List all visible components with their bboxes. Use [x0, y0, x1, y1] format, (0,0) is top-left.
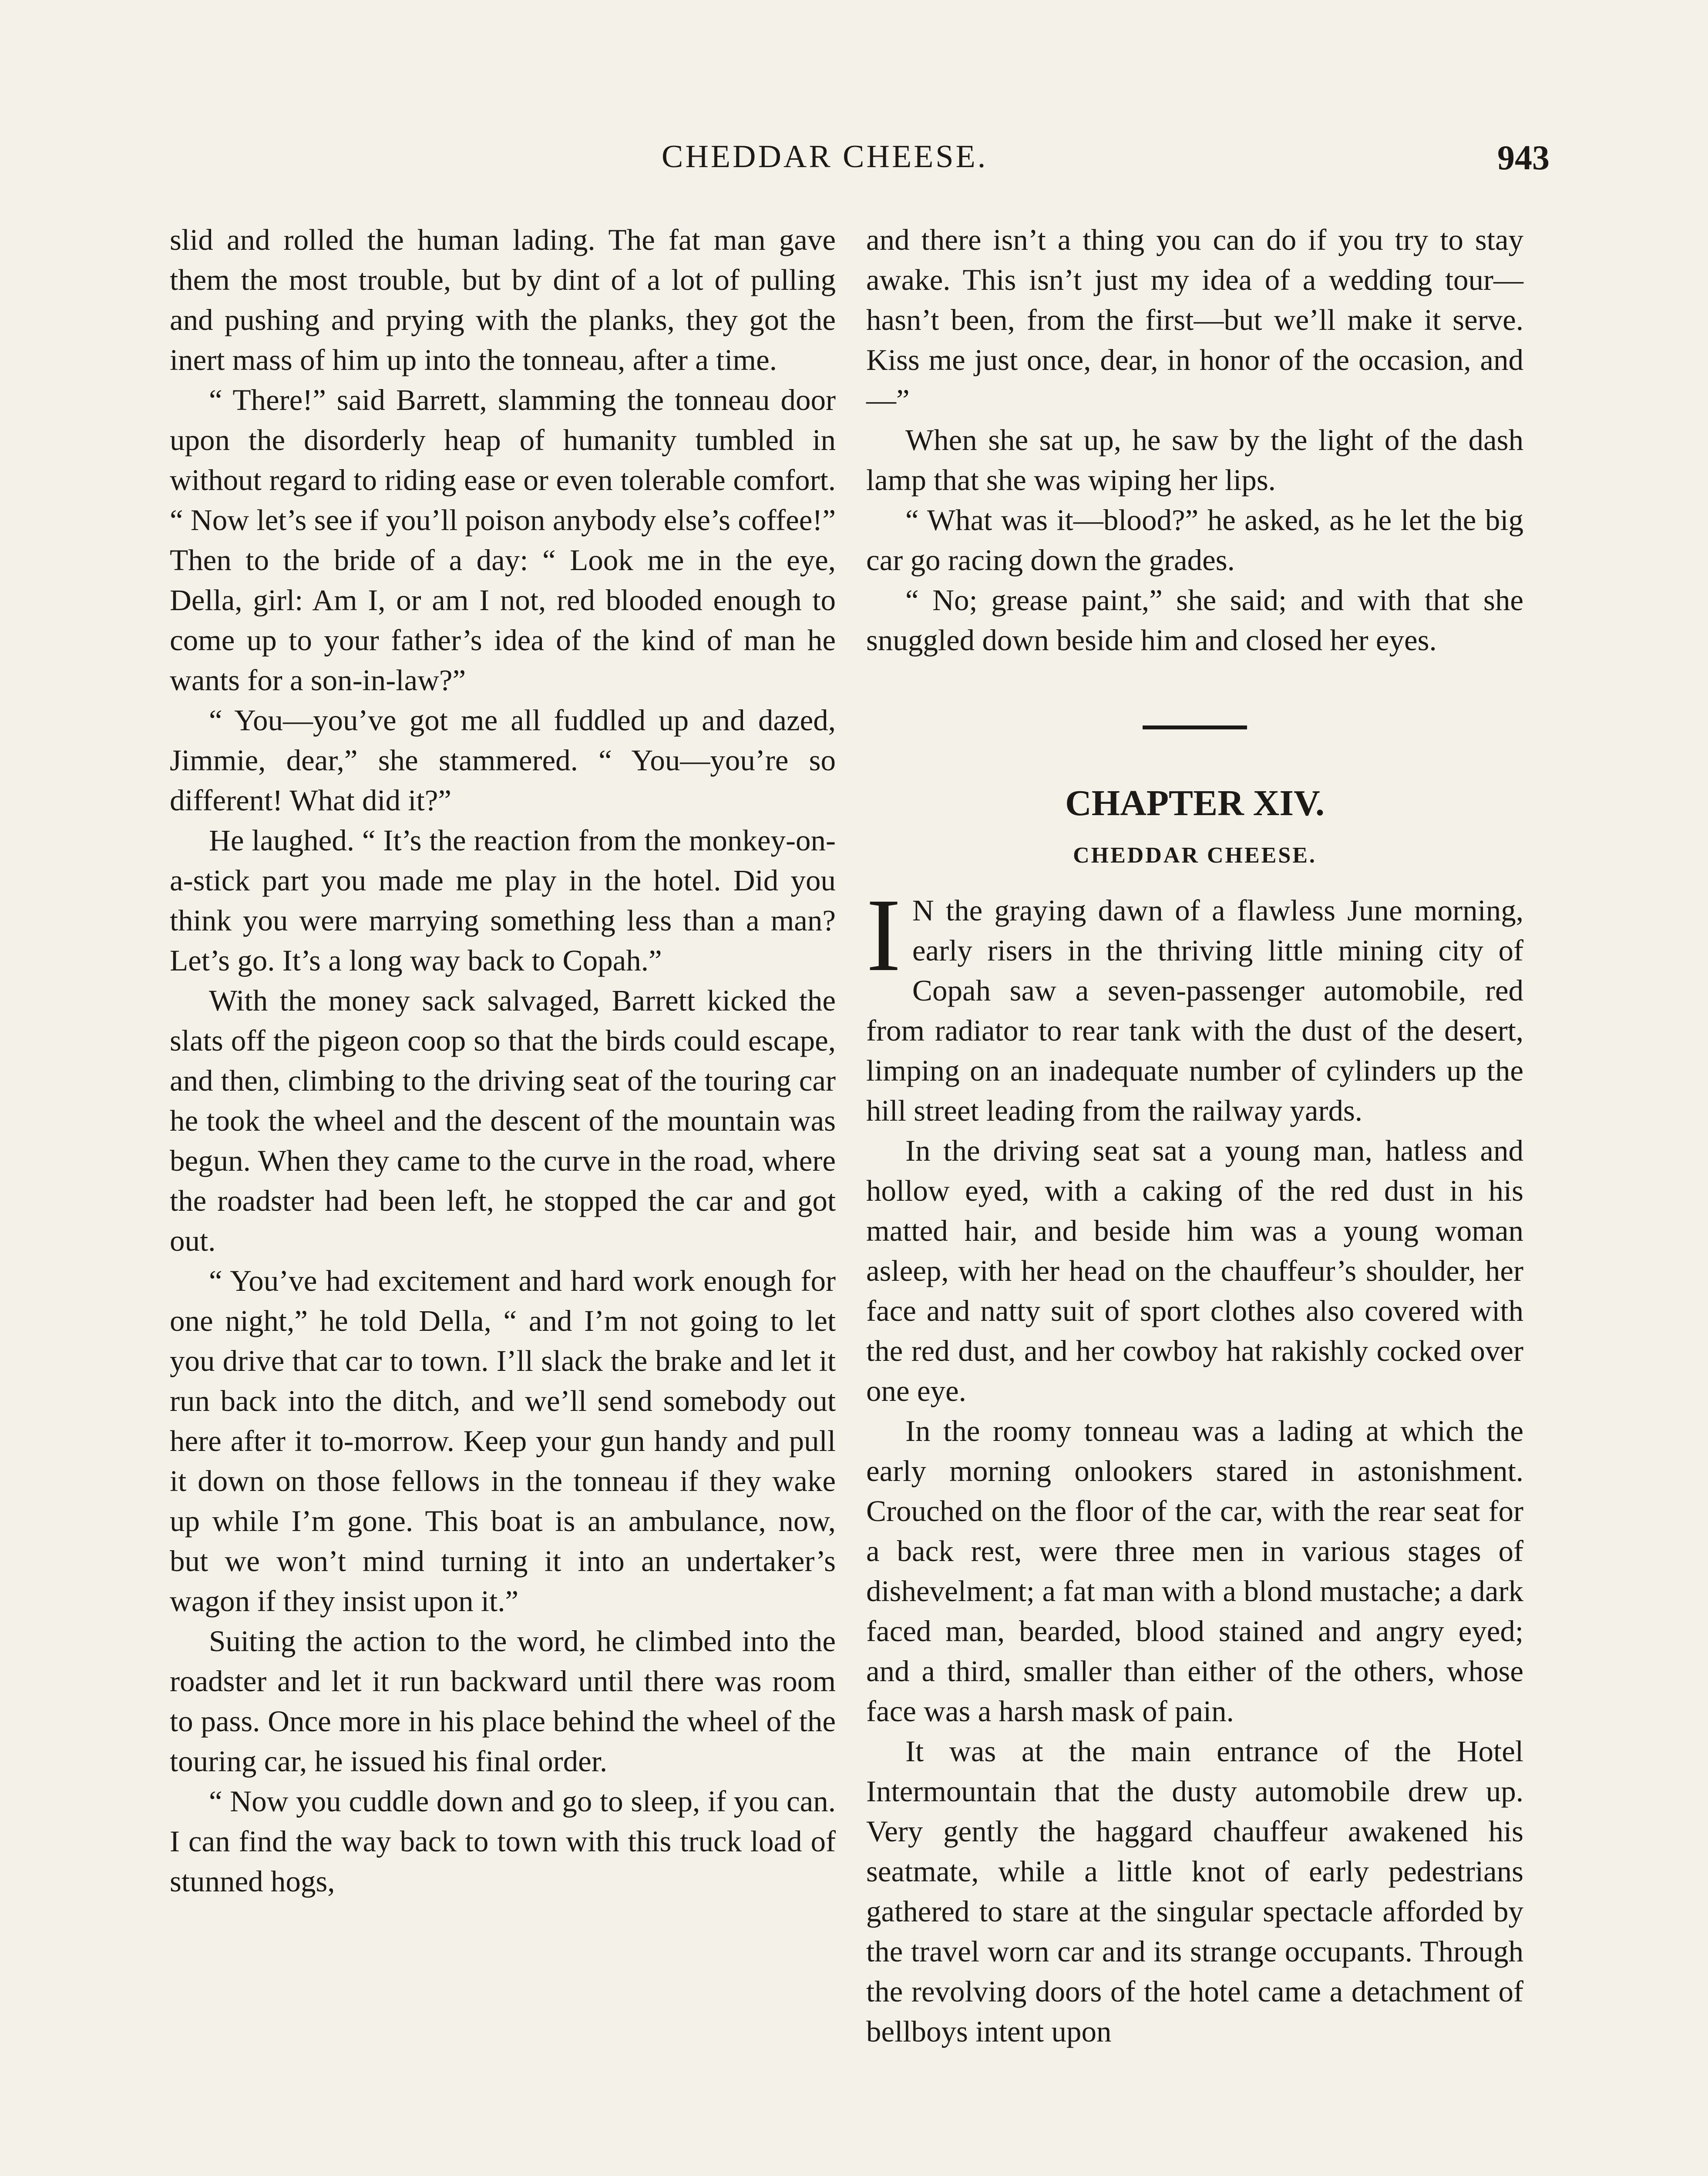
paragraph: “ Now you cuddle down and go to sleep, if you can. I can find the way back to town with this truck load of stunned hogs, — [170, 1785, 836, 1898]
page-number: 943 — [1497, 139, 1550, 177]
right-column — [866, 220, 1523, 2052]
paragraph: “ There!” said Barrett, slamming the tonneau door upon the disorderly heap of humanity tumbled in without regard to riding ease or even tolerable comfort. “ Now let’s see if you’ll poison anybody else’s coffee!” Then to the bride of a day: “ Look me in the eye, Della, girl: Am I, or am I not, red blooded enough to come up to your father’s idea of the kind of man he wants for a son-in-law?” — [170, 383, 836, 697]
paragraph: slid and rolled the human lading. The fat man gave them the most trouble, but by dint of a lot of pulling and pushing and prying with the planks, they got the inert mass of him up into the tonneau, after a time. — [170, 223, 836, 376]
section-divider — [1143, 725, 1247, 729]
paragraph: “ You’ve had excitement and hard work enough for one night,” he told Della, “ and I’m not going to let you drive that car to town. I’ll slack the brake and let it run back into the ditch, and we’ll send somebody out here after it to-morrow. Keep your gun handy and pull it down on those fellows in the tonneau if they wake up while I’m gone. This boat is an ambulance, now, but we won’t mind turning it into an undertaker’s wagon if they insist upon it.” — [170, 1264, 836, 1618]
paragraph: Suiting the action to the word, he climbed into the roadster and let it run backward until there was room to pass. Once more in his place behind the wheel of the touring car, he issued his final order. — [170, 1625, 836, 1778]
paragraph: “ What was it—blood?” he asked, as he let the big car go racing down the grades. — [866, 504, 1523, 577]
paragraph: In the roomy tonneau was a lading at which the early morning onlookers stared in astonishment. Crouched on the floor of the car, with the rear seat for a back rest, were three men in various stages of dishevelment; a fat man with a blond mustache; a dark faced man, bearded, blood stained and angry eyed; and a third, smaller than either of the others, whose face was a harsh mask of pain. — [866, 1414, 1523, 1728]
paragraph: When she sat up, he saw by the light of the dash lamp that she was wiping her lips. — [866, 423, 1523, 497]
chapter-opening — [866, 877, 1523, 1131]
paragraph: He laughed. “ It’s the reaction from the monkey-on-a-stick part you made me play in the hotel. Did you think you were marrying something less than a man? Let’s go. It’s a long way back to Copah.” — [170, 824, 836, 977]
opening-paragraph: N the graying dawn of a flawless June morning, early risers in the thriving little mining city of Copah saw a seven-passenger automobile, red from radiator to rear tank with the dust of the desert, limping on an inadequate number of cylinders up the hill street leading from the railway yards. — [866, 894, 1523, 1127]
drop-cap: I — [866, 877, 901, 993]
paragraph: “ You—you’ve got me all fuddled up and dazed, Jimmie, dear,” she stammered. “ You—you’re so different! What did it?” — [170, 704, 836, 817]
paragraph: In the driving seat sat a young man, hatless and hollow eyed, with a caking of the red dust in his matted hair, and beside him was a young woman asleep, with her head on the chauffeur’s shoulder, her face and natty suit of sport clothes also covered with the red dust, and her cowboy hat rakishly cocked over one eye. — [866, 1134, 1523, 1407]
paragraph: It was at the main entrance of the Hotel Intermountain that the dusty automobile drew up. Very gently the haggard chauffeur awakened his seatmate, while a little knot of early pedestrians gathered to stare at the singular spectacle afforded by the travel worn car and its strange occupants. Through the revolving doors of the hotel came a detachment of bellboys intent upon — [866, 1735, 1523, 2048]
page-header — [0, 138, 1708, 186]
left-column — [170, 220, 836, 1901]
paragraph: “ No; grease paint,” she said; and with that she snuggled down beside him and closed her eyes. — [866, 584, 1523, 657]
paragraph: With the money sack salvaged, Barrett kicked the slats off the pigeon coop so that the birds could escape, and then, climbing to the driving seat of the touring car he took the wheel and the descent of the mountain was begun. When they came to the curve in the road, where the roadster had been left, he stopped the car and got out. — [170, 984, 836, 1257]
running-title: CHEDDAR CHEESE. — [662, 139, 988, 175]
paragraph: and there isn’t a thing you can do if you try to stay awake. This isn’t just my idea of a wedding tour—hasn’t been, from the first—but we’ll make it serve. Kiss me just once, dear, in honor of the occasion, and—” — [866, 223, 1523, 416]
chapter-title: CHAPTER XIV. — [1065, 783, 1325, 823]
chapter-subtitle: CHEDDAR CHEESE. — [1073, 843, 1317, 868]
